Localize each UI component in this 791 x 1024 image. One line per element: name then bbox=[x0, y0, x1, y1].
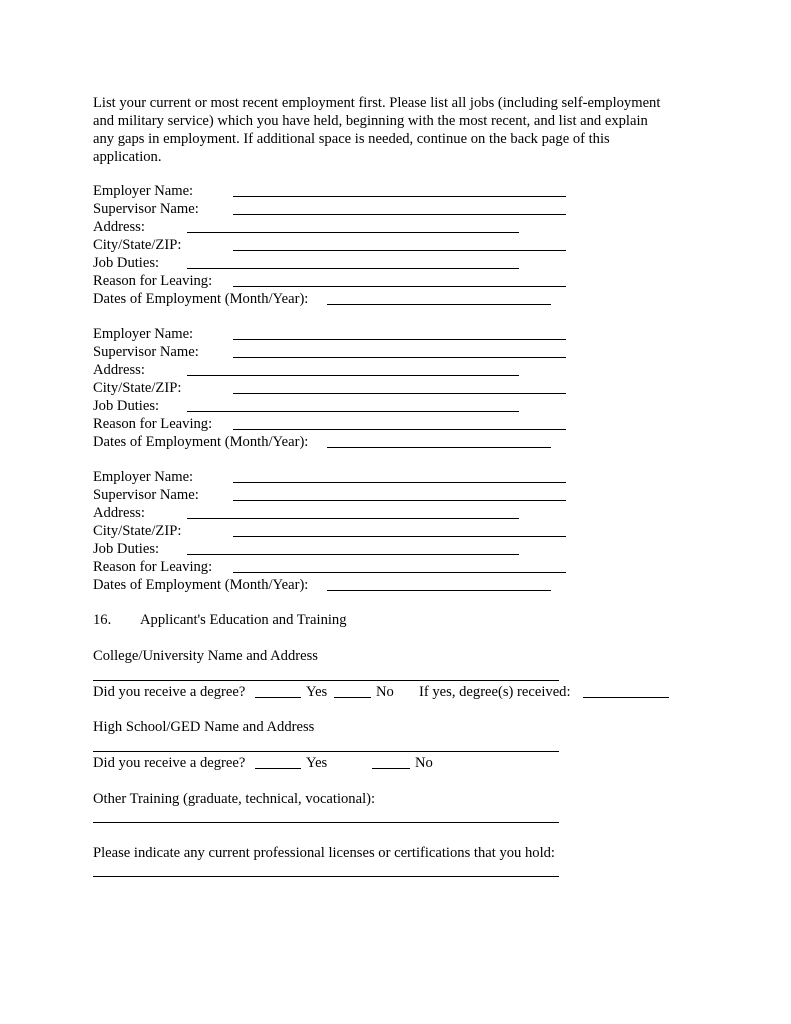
employer-name-label: Employer Name: bbox=[93, 469, 194, 485]
licenses-field[interactable] bbox=[93, 876, 559, 877]
college-yes-label: Yes bbox=[306, 684, 328, 700]
college-degree-question: Did you receive a degree? bbox=[93, 684, 246, 700]
college-no-blank[interactable] bbox=[334, 697, 371, 698]
reason-leaving-row bbox=[93, 558, 693, 576]
dates-employment-field[interactable] bbox=[327, 304, 551, 305]
reason-leaving-field[interactable] bbox=[233, 286, 566, 287]
job-duties-row bbox=[93, 397, 693, 415]
city-state-zip-label: City/State/ZIP: bbox=[93, 523, 182, 539]
licenses-row bbox=[93, 844, 693, 862]
other-training-row bbox=[93, 790, 693, 808]
supervisor-name-field[interactable] bbox=[233, 357, 566, 358]
supervisor-name-field[interactable] bbox=[233, 500, 566, 501]
address-field[interactable] bbox=[187, 375, 519, 376]
employer-name-row bbox=[93, 468, 693, 486]
reason-leaving-label: Reason for Leaving: bbox=[93, 416, 213, 432]
dates-employment-label: Dates of Employment (Month/Year): bbox=[93, 291, 309, 307]
address-row bbox=[93, 361, 693, 379]
address-label: Address: bbox=[93, 362, 145, 378]
employer-name-row bbox=[93, 325, 693, 343]
supervisor-name-field[interactable] bbox=[233, 214, 566, 215]
intro-line: List your current or most recent employment first. Please list all jobs (including self-employment bbox=[93, 95, 661, 111]
highschool-label-row bbox=[93, 718, 693, 736]
reason-leaving-label: Reason for Leaving: bbox=[93, 559, 213, 575]
hs-yes-blank[interactable] bbox=[255, 768, 301, 769]
intro-paragraph bbox=[93, 94, 703, 166]
employer-name-label: Employer Name: bbox=[93, 326, 194, 342]
dates-employment-field[interactable] bbox=[327, 590, 551, 591]
dates-employment-field[interactable] bbox=[327, 447, 551, 448]
job-duties-label: Job Duties: bbox=[93, 541, 160, 557]
city-state-zip-row bbox=[93, 236, 693, 254]
job-duties-field[interactable] bbox=[187, 268, 519, 269]
dates-employment-label: Dates of Employment (Month/Year): bbox=[93, 434, 309, 450]
degree-received-field[interactable] bbox=[583, 697, 669, 698]
other-training-label: Other Training (graduate, technical, vocational): bbox=[93, 791, 376, 807]
licenses-label: Please indicate any current professional licenses or certifications that you hold: bbox=[93, 845, 555, 861]
highschool-label: High School/GED Name and Address bbox=[93, 719, 315, 735]
supervisor-name-label: Supervisor Name: bbox=[93, 487, 199, 503]
city-state-zip-row bbox=[93, 522, 693, 540]
employer-name-label: Employer Name: bbox=[93, 183, 194, 199]
hs-degree-row bbox=[93, 754, 693, 772]
job-duties-label: Job Duties: bbox=[93, 255, 160, 271]
supervisor-name-label: Supervisor Name: bbox=[93, 344, 199, 360]
section-title: Applicant's Education and Training bbox=[140, 612, 347, 628]
job-duties-field[interactable] bbox=[187, 411, 519, 412]
city-state-zip-label: City/State/ZIP: bbox=[93, 380, 182, 396]
reason-leaving-row bbox=[93, 415, 693, 433]
section-heading bbox=[93, 611, 693, 629]
employer-name-field[interactable] bbox=[233, 482, 566, 483]
section-number: 16. bbox=[93, 612, 112, 628]
address-label: Address: bbox=[93, 219, 145, 235]
address-label: Address: bbox=[93, 505, 145, 521]
college-label-row bbox=[93, 647, 693, 665]
supervisor-name-label: Supervisor Name: bbox=[93, 201, 199, 217]
supervisor-name-row bbox=[93, 343, 693, 361]
intro-line: any gaps in employment. If additional space is needed, continue on the back page of this bbox=[93, 131, 610, 147]
job-duties-label: Job Duties: bbox=[93, 398, 160, 414]
job-duties-field[interactable] bbox=[187, 554, 519, 555]
college-degree-row bbox=[93, 683, 693, 701]
reason-leaving-label: Reason for Leaving: bbox=[93, 273, 213, 289]
dates-employment-row bbox=[93, 433, 693, 451]
employer-name-field[interactable] bbox=[233, 339, 566, 340]
city-state-zip-field[interactable] bbox=[233, 393, 566, 394]
city-state-zip-field[interactable] bbox=[233, 536, 566, 537]
employer-name-row bbox=[93, 182, 693, 200]
reason-leaving-field[interactable] bbox=[233, 429, 566, 430]
highschool-name-field[interactable] bbox=[93, 751, 559, 752]
job-duties-row bbox=[93, 540, 693, 558]
hs-degree-question: Did you receive a degree? bbox=[93, 755, 246, 771]
hs-yes-label: Yes bbox=[306, 755, 328, 771]
address-field[interactable] bbox=[187, 232, 519, 233]
address-row bbox=[93, 218, 693, 236]
dates-employment-label: Dates of Employment (Month/Year): bbox=[93, 577, 309, 593]
dates-employment-row bbox=[93, 290, 693, 308]
supervisor-name-row bbox=[93, 486, 693, 504]
city-state-zip-field[interactable] bbox=[233, 250, 566, 251]
job-duties-row bbox=[93, 254, 693, 272]
intro-line: and military service) which you have held, beginning with the most recent, and list and explain bbox=[93, 113, 648, 129]
city-state-zip-label: City/State/ZIP: bbox=[93, 237, 182, 253]
address-row bbox=[93, 504, 693, 522]
employer-name-field[interactable] bbox=[233, 196, 566, 197]
degree-received-label: If yes, degree(s) received: bbox=[419, 684, 571, 700]
hs-no-label: No bbox=[415, 755, 433, 771]
address-field[interactable] bbox=[187, 518, 519, 519]
city-state-zip-row bbox=[93, 379, 693, 397]
college-no-label: No bbox=[376, 684, 394, 700]
college-label: College/University Name and Address bbox=[93, 648, 318, 664]
other-training-field[interactable] bbox=[93, 822, 559, 823]
supervisor-name-row bbox=[93, 200, 693, 218]
reason-leaving-field[interactable] bbox=[233, 572, 566, 573]
reason-leaving-row bbox=[93, 272, 693, 290]
dates-employment-row bbox=[93, 576, 693, 594]
college-name-field[interactable] bbox=[93, 680, 559, 681]
intro-line: application. bbox=[93, 149, 162, 165]
college-yes-blank[interactable] bbox=[255, 697, 301, 698]
hs-no-blank[interactable] bbox=[372, 768, 410, 769]
